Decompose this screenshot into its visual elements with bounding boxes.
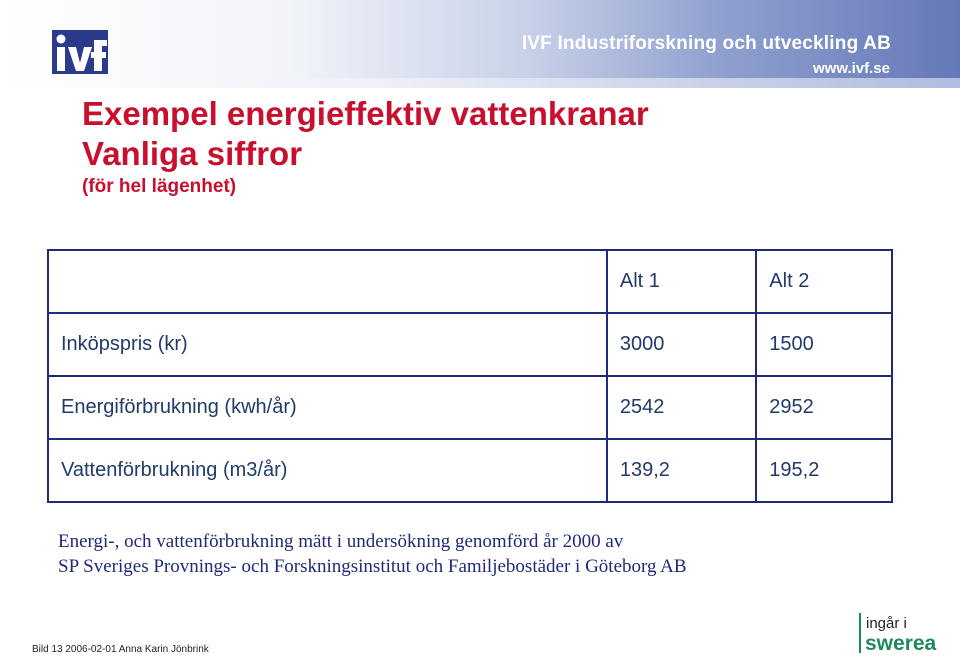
source-note [58, 529, 687, 579]
slide-title-line2: Vanliga siffror [82, 135, 303, 172]
table-row [48, 376, 892, 439]
table-header-cell [48, 250, 607, 313]
source-note-line1: Energi-, och vattenförbrukning mätt i undersökning genomförd år 2000 av [58, 531, 624, 552]
table-row [48, 313, 892, 376]
table-row [48, 439, 892, 502]
swerea-logo [858, 611, 950, 655]
table-row-label: Energiförbrukning (kwh/år) [48, 376, 607, 439]
table-cell: 2952 [756, 376, 892, 439]
company-name: IVF Industriforskning och utveckling AB [521, 33, 891, 54]
table-row-label: Vattenförbrukning (m3/år) [48, 439, 607, 502]
table-header-cell: Alt 1 [607, 250, 756, 313]
swerea-logo-line1: ingår i [866, 615, 907, 632]
table-row-label: Inköpspris (kr) [48, 313, 607, 376]
slide-footer: Bild 13 2006-02-01 Anna Karin Jönbrink [32, 644, 209, 655]
comparison-table [47, 249, 893, 503]
table-cell: 1500 [756, 313, 892, 376]
table-cell: 195,2 [756, 439, 892, 502]
table-header-row [48, 250, 892, 313]
slide-title: Exempel energieffektiv vattenkranar [82, 95, 649, 132]
company-url[interactable]: www.ivf.se [813, 60, 890, 77]
table-cell: 3000 [607, 313, 756, 376]
swerea-logo-line2: swerea [865, 632, 937, 655]
table-header-cell: Alt 2 [756, 250, 892, 313]
table-cell: 2542 [607, 376, 756, 439]
source-note-line2: SP Sveriges Provnings- och Forskningsinstitut och Familjebostäder i Göteborg AB [58, 556, 687, 577]
ivf-logo [52, 30, 108, 74]
slide-subtitle: (för hel lägenhet) [82, 176, 237, 197]
table-cell: 139,2 [607, 439, 756, 502]
